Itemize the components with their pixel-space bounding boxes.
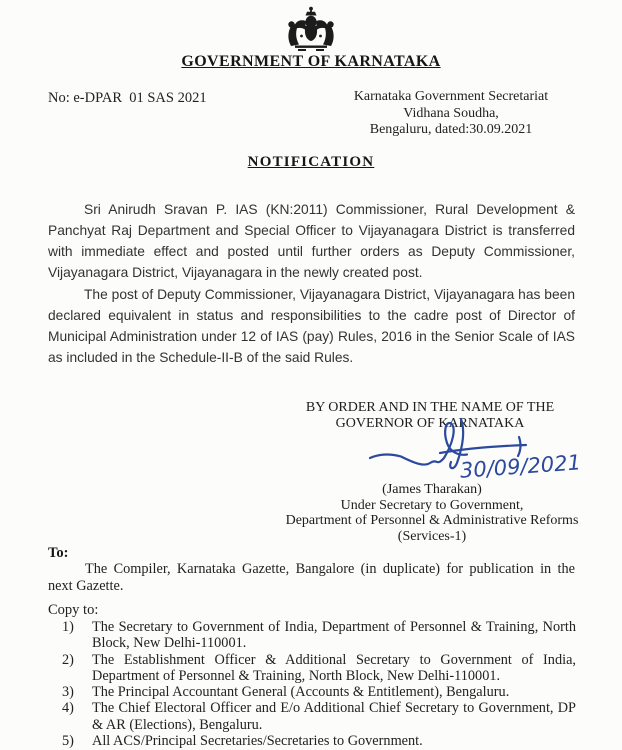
copy-list-item	[62, 733, 576, 749]
reference-number: No: e-DPAR 01 SAS 2021	[48, 90, 207, 106]
signatory-department: Department of Personnel & Administrative Reforms	[285, 513, 579, 529]
handwritten-date: 30/09/2021	[459, 450, 578, 483]
item-number: 5)	[62, 733, 74, 750]
signatory-unit: (Services-1)	[397, 528, 467, 544]
item-text: The Chief Electoral Officer and E/o Additional Chief Secretary to Government, DP & AR (Elections), Bengaluru.	[92, 700, 576, 733]
secretariat-address	[345, 89, 557, 139]
handwritten-signature	[366, 417, 578, 492]
to-body: The Compiler, Karnataka Gazette, Bangalore (in duplicate) for publication in the next Gazette.	[48, 561, 575, 594]
by-order-line-1: BY ORDER AND IN THE NAME OF THE	[305, 400, 555, 415]
by-order-line-2: GOVERNOR OF KARNATAKA	[335, 416, 525, 431]
signatory-name: (James Tharakan)	[382, 482, 482, 497]
notification-heading: NOTIFICATION	[247, 154, 375, 170]
government-title: GOVERNMENT OF KARNATAKA	[181, 53, 441, 70]
copy-list-item	[62, 619, 576, 652]
item-number: 3)	[62, 684, 74, 701]
copy-list-item	[62, 652, 576, 685]
copy-list-item	[62, 700, 576, 733]
karnataka-state-emblem-icon	[282, 6, 340, 57]
address-line-2: Vidhana Soudha,	[403, 105, 499, 121]
item-text: All ACS/Principal Secretaries/Secretaries to Government.	[92, 733, 423, 750]
item-number: 1)	[62, 619, 74, 635]
notification-paragraph-1: Sri Anirudh Sravan P. IAS (KN:2011) Commissioner, Rural Development & Panchyat Raj Department and Special Officer to Vijayanagara District is transferred with immediate effect and posted until further orders as Deputy Commissioner, Vijayanagara District, Vijayanagara in the newly created post.	[48, 202, 575, 280]
item-number: 2)	[62, 651, 74, 668]
address-line-1: Karnataka Government Secretariat	[353, 89, 549, 104]
item-text: The Secretary to Government of India, Department of Personnel & Training, North Block, New Delhi-110001.	[92, 619, 576, 652]
copy-to-label: Copy to:	[48, 602, 99, 618]
to-label: To:	[48, 545, 69, 561]
notification-paragraph-2: The post of Deputy Commissioner, Vijayanagara District, Vijayanagara has been declared equivalent in status and responsibilities to the cadre post of Director of Municipal Administration under 12 of IAS (pay) Rules, 2016 in the Senior Scale of IAS as included in the Schedule-II-B of the said Rules.	[48, 287, 575, 365]
copy-list-item	[62, 684, 576, 700]
copy-to-list	[62, 619, 576, 749]
item-text: The Principal Accountant General (Accounts & Entitlement), Bengaluru.	[92, 684, 510, 701]
item-number: 4)	[62, 700, 74, 717]
address-line-3: Bengaluru, dated:30.09.2021	[369, 122, 533, 137]
signatory-title: Under Secretary to Government,	[340, 497, 524, 513]
item-text: The Establishment Officer & Additional Secretary to Government of India, Department of Personnel & Training, North Block, New Delhi-110001.	[92, 651, 576, 684]
